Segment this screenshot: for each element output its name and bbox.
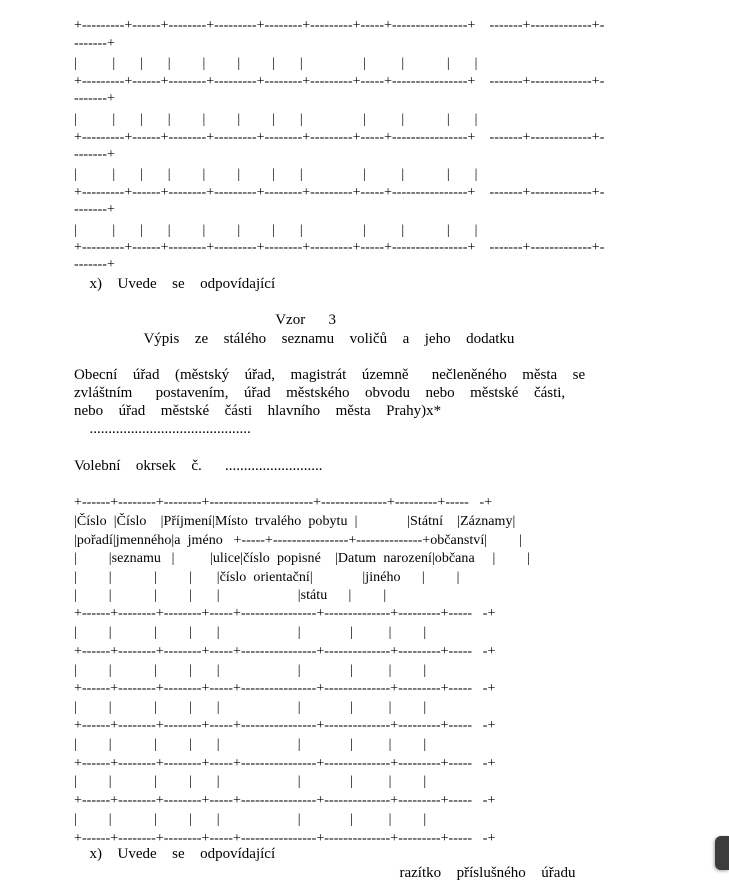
table-line: -------+	[74, 147, 115, 162]
table-line: +------+--------+--------+-----+----------------+--------------+---------+----- -+	[74, 756, 496, 771]
table-line: +------+--------+--------+-----+----------------+--------------+---------+----- -+	[74, 606, 496, 621]
table-line: +------+--------+--------+----------------------+--------------+---------+----- -+	[74, 495, 493, 510]
table-line: +------+--------+--------+-----+----------------+--------------+---------+----- -+	[74, 793, 496, 808]
text-line: Obecní úřad (městský úřad, magistrát územně nečleněného města se	[74, 367, 586, 383]
text-line: Volební okrsek č. ..........................	[74, 458, 323, 474]
table-line: | | | | | | | | |	[74, 737, 427, 752]
table-line: +---------+------+--------+---------+--------+---------+-----+----------------+ -------+-------------+-	[74, 185, 605, 200]
table-line: +------+--------+--------+-----+----------------+--------------+---------+----- -+	[74, 681, 496, 696]
table-line: | | | | | |státu | |	[74, 588, 387, 603]
table-line: +---------+------+--------+---------+--------+---------+-----+----------------+ -------+-------------+-	[74, 18, 605, 33]
table-line: +------+--------+--------+-----+----------------+--------------+---------+----- -+	[74, 644, 496, 659]
table-line: | | | | | | | | | | | |	[74, 112, 478, 127]
table-line: | | | | | | | | |	[74, 774, 427, 789]
table-line: | | | | | | | | | | | |	[74, 167, 478, 182]
text-line: nebo úřad městské části hlavního města Prahy)x*	[74, 403, 442, 419]
side-panel-tab[interactable]	[715, 836, 729, 870]
table-line: -------+	[74, 91, 115, 106]
table-line: | | | | | | | | |	[74, 812, 427, 827]
table-line: |Číslo |Číslo |Příjmení|Místo trvalého pobytu | |Státní |Záznamy|	[74, 514, 516, 529]
table-line: | | | | | | | | |	[74, 663, 427, 678]
table-line: | | | | | | | | | | | |	[74, 223, 478, 238]
table-line: | |seznamu | |ulice|číslo popisné |Datum narození|občana | |	[74, 551, 531, 566]
text-line: ...........................................	[74, 421, 251, 437]
text-line: razítko příslušného úřadu	[74, 865, 576, 881]
table-line: | | | | |číslo orientační| |jiného | |	[74, 570, 460, 585]
table-line: -------+	[74, 36, 115, 51]
text-line: x) Uvede se odpovídající	[74, 276, 276, 292]
table-line: -------+	[74, 257, 115, 272]
text-line: x) Uvede se odpovídající	[74, 846, 276, 862]
table-line: | | | | | | | | | | | |	[74, 56, 478, 71]
table-line: +------+--------+--------+-----+----------------+--------------+---------+----- -+	[74, 831, 496, 846]
text-line: Vzor 3	[74, 312, 336, 328]
table-line: | | | | | | | | |	[74, 700, 427, 715]
table-line: | | | | | | | | |	[74, 625, 427, 640]
text-line: Výpis ze stálého seznamu voličů a jeho dodatku	[74, 331, 515, 347]
text-line: zvláštním postavením, úřad městského obvodu nebo městské části,	[74, 385, 566, 401]
table-line: -------+	[74, 202, 115, 217]
table-line: +---------+------+--------+---------+--------+---------+-----+----------------+ -------+-------------+-	[74, 130, 605, 145]
table-line: |pořadí|jmenného|a jméno +-----+----------------+--------------+občanství| |	[74, 533, 522, 548]
table-line: +---------+------+--------+---------+--------+---------+-----+----------------+ -------+-------------+-	[74, 240, 605, 255]
table-line: +------+--------+--------+-----+----------------+--------------+---------+----- -+	[74, 718, 496, 733]
table-line: +---------+------+--------+---------+--------+---------+-----+----------------+ -------+-------------+-	[74, 74, 605, 89]
